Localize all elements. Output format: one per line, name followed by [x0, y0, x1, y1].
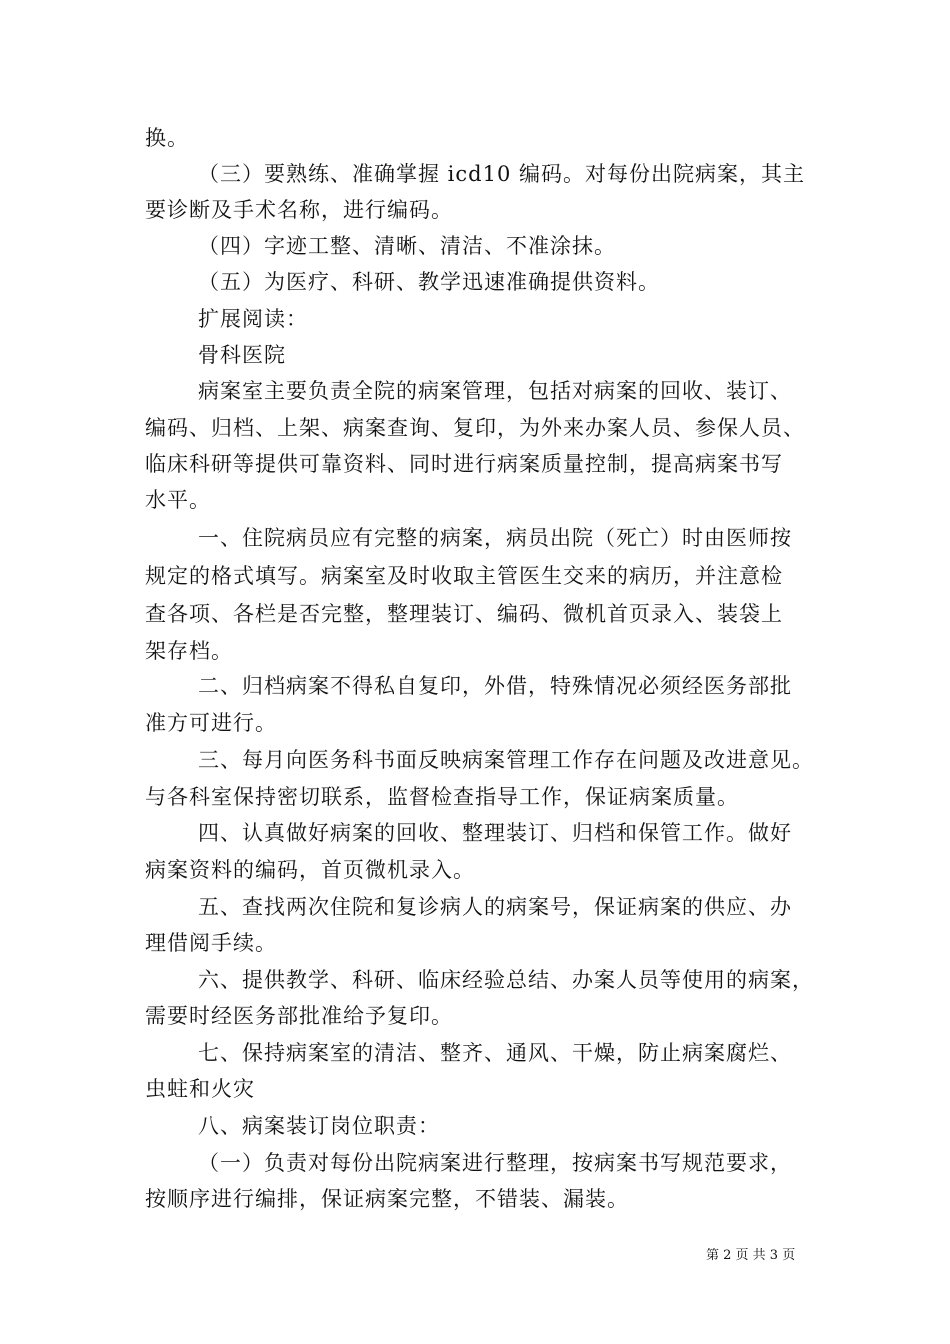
- text-line: 与各科室保持密切联系，监督检查指导工作，保证病案质量。: [145, 785, 739, 809]
- page-number-footer: 第 2 页 共 3 页: [706, 1248, 796, 1263]
- text-line: 理借阅手续。: [145, 931, 277, 955]
- text-line: 八、病案装订岗位职责：: [198, 1114, 440, 1138]
- text-line: 临床科研等提供可靠资料、同时进行病案质量控制，提高病案书写: [145, 452, 783, 476]
- text-line: 二、归档病案不得私自复印，外借，特殊情况必须经医务部批: [198, 674, 792, 698]
- text-line: 架存档。: [145, 639, 233, 663]
- text-line: 三、每月向医务科书面反映病案管理工作存在问题及改进意见。: [198, 748, 814, 772]
- text-line: 换。: [145, 126, 189, 150]
- text-line: （五）为医疗、科研、教学迅速准确提供资料。: [198, 270, 660, 294]
- text-line: 虫蛀和火灾: [145, 1077, 255, 1101]
- text-line: 需要时经医务部批准给予复印。: [145, 1004, 453, 1028]
- text-line: 六、提供教学、科研、临床经验总结、办案人员等使用的病案，: [198, 968, 814, 992]
- text-line: 准方可进行。: [145, 711, 277, 735]
- text-line: 七、保持病案室的清洁、整齐、通风、干燥，防止病案腐烂、: [198, 1041, 792, 1065]
- text-line: （三）要熟练、准确掌握 icd10 编码。对每份出院病案，其主: [198, 162, 805, 186]
- text-line: 病案资料的编码，首页微机录入。: [145, 858, 475, 882]
- text-line: 五、查找两次住院和复诊病人的病案号，保证病案的供应、办: [198, 895, 792, 919]
- text-line: 规定的格式填写。病案室及时收取主管医生交来的病历，并注意检: [145, 564, 783, 588]
- text-line: 骨科医院: [198, 343, 286, 367]
- text-line: 一、住院病员应有完整的病案，病员出院（死亡）时由医师按: [198, 526, 792, 550]
- text-line: 按顺序进行编排，保证病案完整，不错装、漏装。: [145, 1187, 629, 1211]
- text-line: 查各项、各栏是否完整，整理装订、编码、微机首页录入、装袋上: [145, 602, 783, 626]
- text-line: （一）负责对每份出院病案进行整理，按病案书写规范要求，: [198, 1151, 792, 1175]
- text-line: 水平。: [145, 488, 211, 512]
- text-line: 编码、归档、上架、病案查询、复印，为外来办案人员、参保人员、: [145, 416, 805, 440]
- text-line: （四）字迹工整、清晰、清洁、不准涂抹。: [198, 234, 616, 258]
- text-line: 四、认真做好病案的回收、整理装订、归档和保管工作。做好: [198, 821, 792, 845]
- text-line: 病案室主要负责全院的病案管理，包括对病案的回收、装订、: [198, 379, 792, 403]
- text-line: 要诊断及手术名称，进行编码。: [145, 198, 453, 222]
- text-line: 扩展阅读：: [198, 307, 308, 331]
